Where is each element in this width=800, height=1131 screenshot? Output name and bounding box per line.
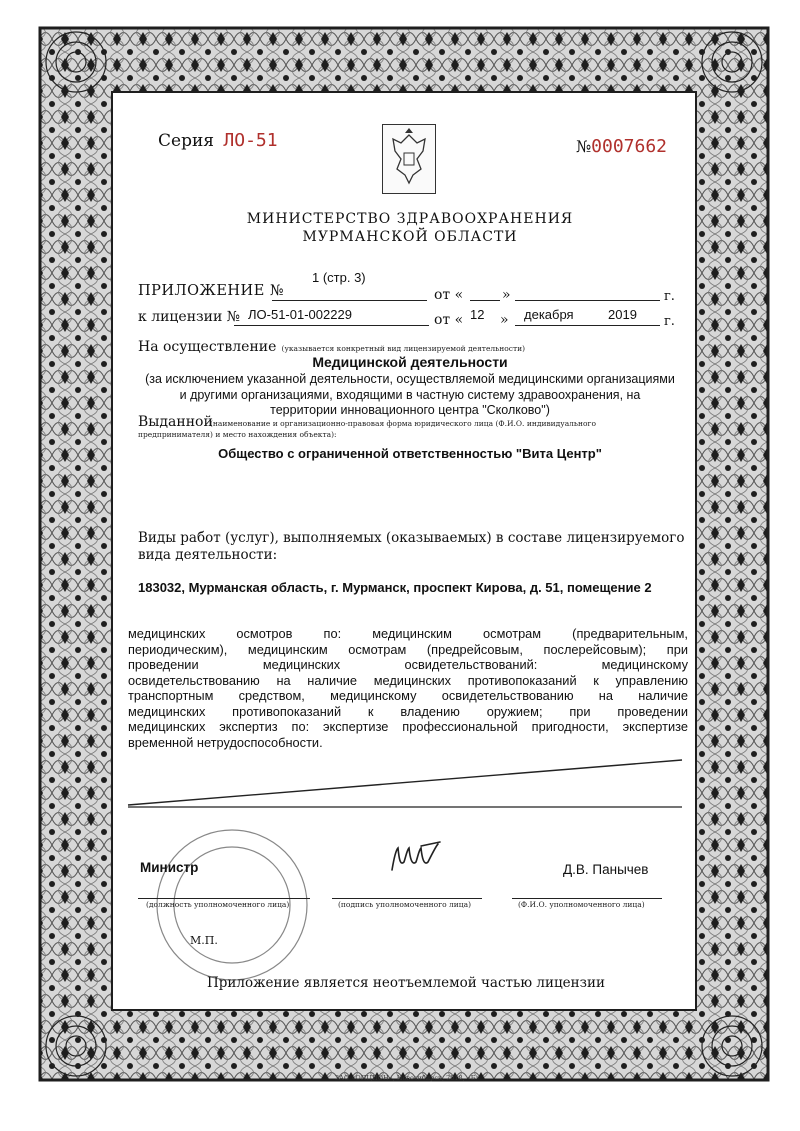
license-year-suffix: г. xyxy=(664,314,675,329)
appendix-day-line xyxy=(470,300,500,301)
services-line: периодическим), медицинским осмотрам (предрейсовым, послерейсовым); при xyxy=(128,641,688,657)
series-label: Серия xyxy=(158,131,215,151)
number-value: 0007662 xyxy=(591,136,667,157)
license-label: к лицензии № xyxy=(138,309,241,325)
name-hint: (Ф.И.О. уполномоченного лица) xyxy=(518,900,645,909)
license-day: 12 xyxy=(470,307,485,322)
services-line: транспортным средством, медицинскому освидетельствованию на наличие xyxy=(128,688,688,703)
number-row xyxy=(576,136,667,157)
issued-hint-line-2: предпринимателя) и место нахождения объекта): xyxy=(138,430,337,439)
series-row xyxy=(158,130,278,151)
appendix-number: 1 (стр. 3) xyxy=(312,270,366,285)
name-line xyxy=(512,898,662,899)
appendix-from-close: » xyxy=(502,287,511,303)
activity-desc-line-3: территории инновационного центра "Сколково") xyxy=(270,403,550,417)
handwritten-signature xyxy=(388,840,448,874)
activity-row xyxy=(138,336,525,355)
license-date-line xyxy=(515,325,660,326)
license-from-label: от « xyxy=(434,312,464,328)
services-line: временной нетрудоспособности. xyxy=(128,734,323,750)
activity-desc-line-1: (за исключением указанной деятельности, осуществляемой медицинскими организациями xyxy=(145,372,675,386)
appendix-number-line xyxy=(272,300,427,301)
activity-title: Медицинской деятельности xyxy=(312,354,508,370)
issued-hint-line-1: (наименование и организационно-правовая форма юридического лица (Ф.И.О. индивидуального xyxy=(210,419,596,428)
services-line: проведении медицинских освидетельствований: медицинскому xyxy=(128,657,688,672)
position-hint: (должность уполномоченного лица) xyxy=(146,900,290,909)
license-number: ЛО-51-01-002229 xyxy=(248,307,352,322)
signatory-position: Министр xyxy=(140,860,199,875)
works-heading-line-1: Виды работ (услуг), выполняемых (оказываемых) в составе лицензируемого xyxy=(138,530,685,546)
services-line: медицинских экспертиз по: экспертизе профессиональной пригодности, экспертизе xyxy=(128,719,688,734)
activity-hint: (указывается конкретный вид лицензируемой деятельности) xyxy=(281,344,526,353)
services-line: медицинских осмотров по: медицинским осмотрам (предварительным, xyxy=(128,626,688,641)
activity-desc-line-2: и другими организациями, входящими в частную систему здравоохранения, на xyxy=(179,387,641,402)
organization-name: Общество с ограниченной ответственностью "Вита Центр" xyxy=(218,446,602,461)
coat-of-arms-icon xyxy=(382,124,436,194)
appendix-date-line xyxy=(515,300,660,301)
ministry-title xyxy=(120,210,700,246)
services-line: освидетельствованию на наличие медицинских противопоказаний к управлению xyxy=(128,672,688,688)
license-year: 2019 xyxy=(608,307,637,322)
issued-label: Выданной xyxy=(138,414,213,430)
position-line xyxy=(138,898,310,899)
stamp-label: М.П. xyxy=(190,934,218,947)
printer-imprint: ЗАО «ОПЦИОН», Новосибирск, 2018, «Б» xyxy=(335,1074,480,1082)
appendix-from-label: от « xyxy=(434,287,464,303)
works-heading-line-2: вида деятельности: xyxy=(138,547,278,563)
signatory-name: Д.В. Панычев xyxy=(563,862,649,877)
sign-line xyxy=(332,898,482,899)
series-value: ЛО-51 xyxy=(223,130,278,151)
ministry-line-1: МИНИСТЕРСТВО ЗДРАВООХРАНЕНИЯ xyxy=(246,211,574,227)
appendix-year-suffix: г. xyxy=(664,289,675,304)
license-number-line xyxy=(234,325,429,326)
works-heading xyxy=(138,530,684,564)
services-text xyxy=(128,626,688,750)
sign-hint: (подпись уполномоченного лица) xyxy=(338,900,472,909)
footer-note: Приложение является неотъемлемой частью лицензии xyxy=(207,975,605,991)
appendix-label: ПРИЛОЖЕНИЕ № xyxy=(138,283,285,299)
number-label: № xyxy=(576,137,592,156)
services-line: медицинских противопоказаний к владению оружием; при проведении xyxy=(128,703,688,719)
license-month: декабря xyxy=(524,307,574,322)
license-close: » xyxy=(500,312,509,328)
activity-label: На осуществление xyxy=(138,339,277,355)
address: 183032, Мурманская область, г. Мурманск, проспект Кирова, д. 51, помещение 2 xyxy=(138,580,652,595)
ministry-line-2: МУРМАНСКОЙ ОБЛАСТИ xyxy=(302,229,518,245)
issued-hint xyxy=(210,418,680,429)
activity-description xyxy=(120,372,700,419)
